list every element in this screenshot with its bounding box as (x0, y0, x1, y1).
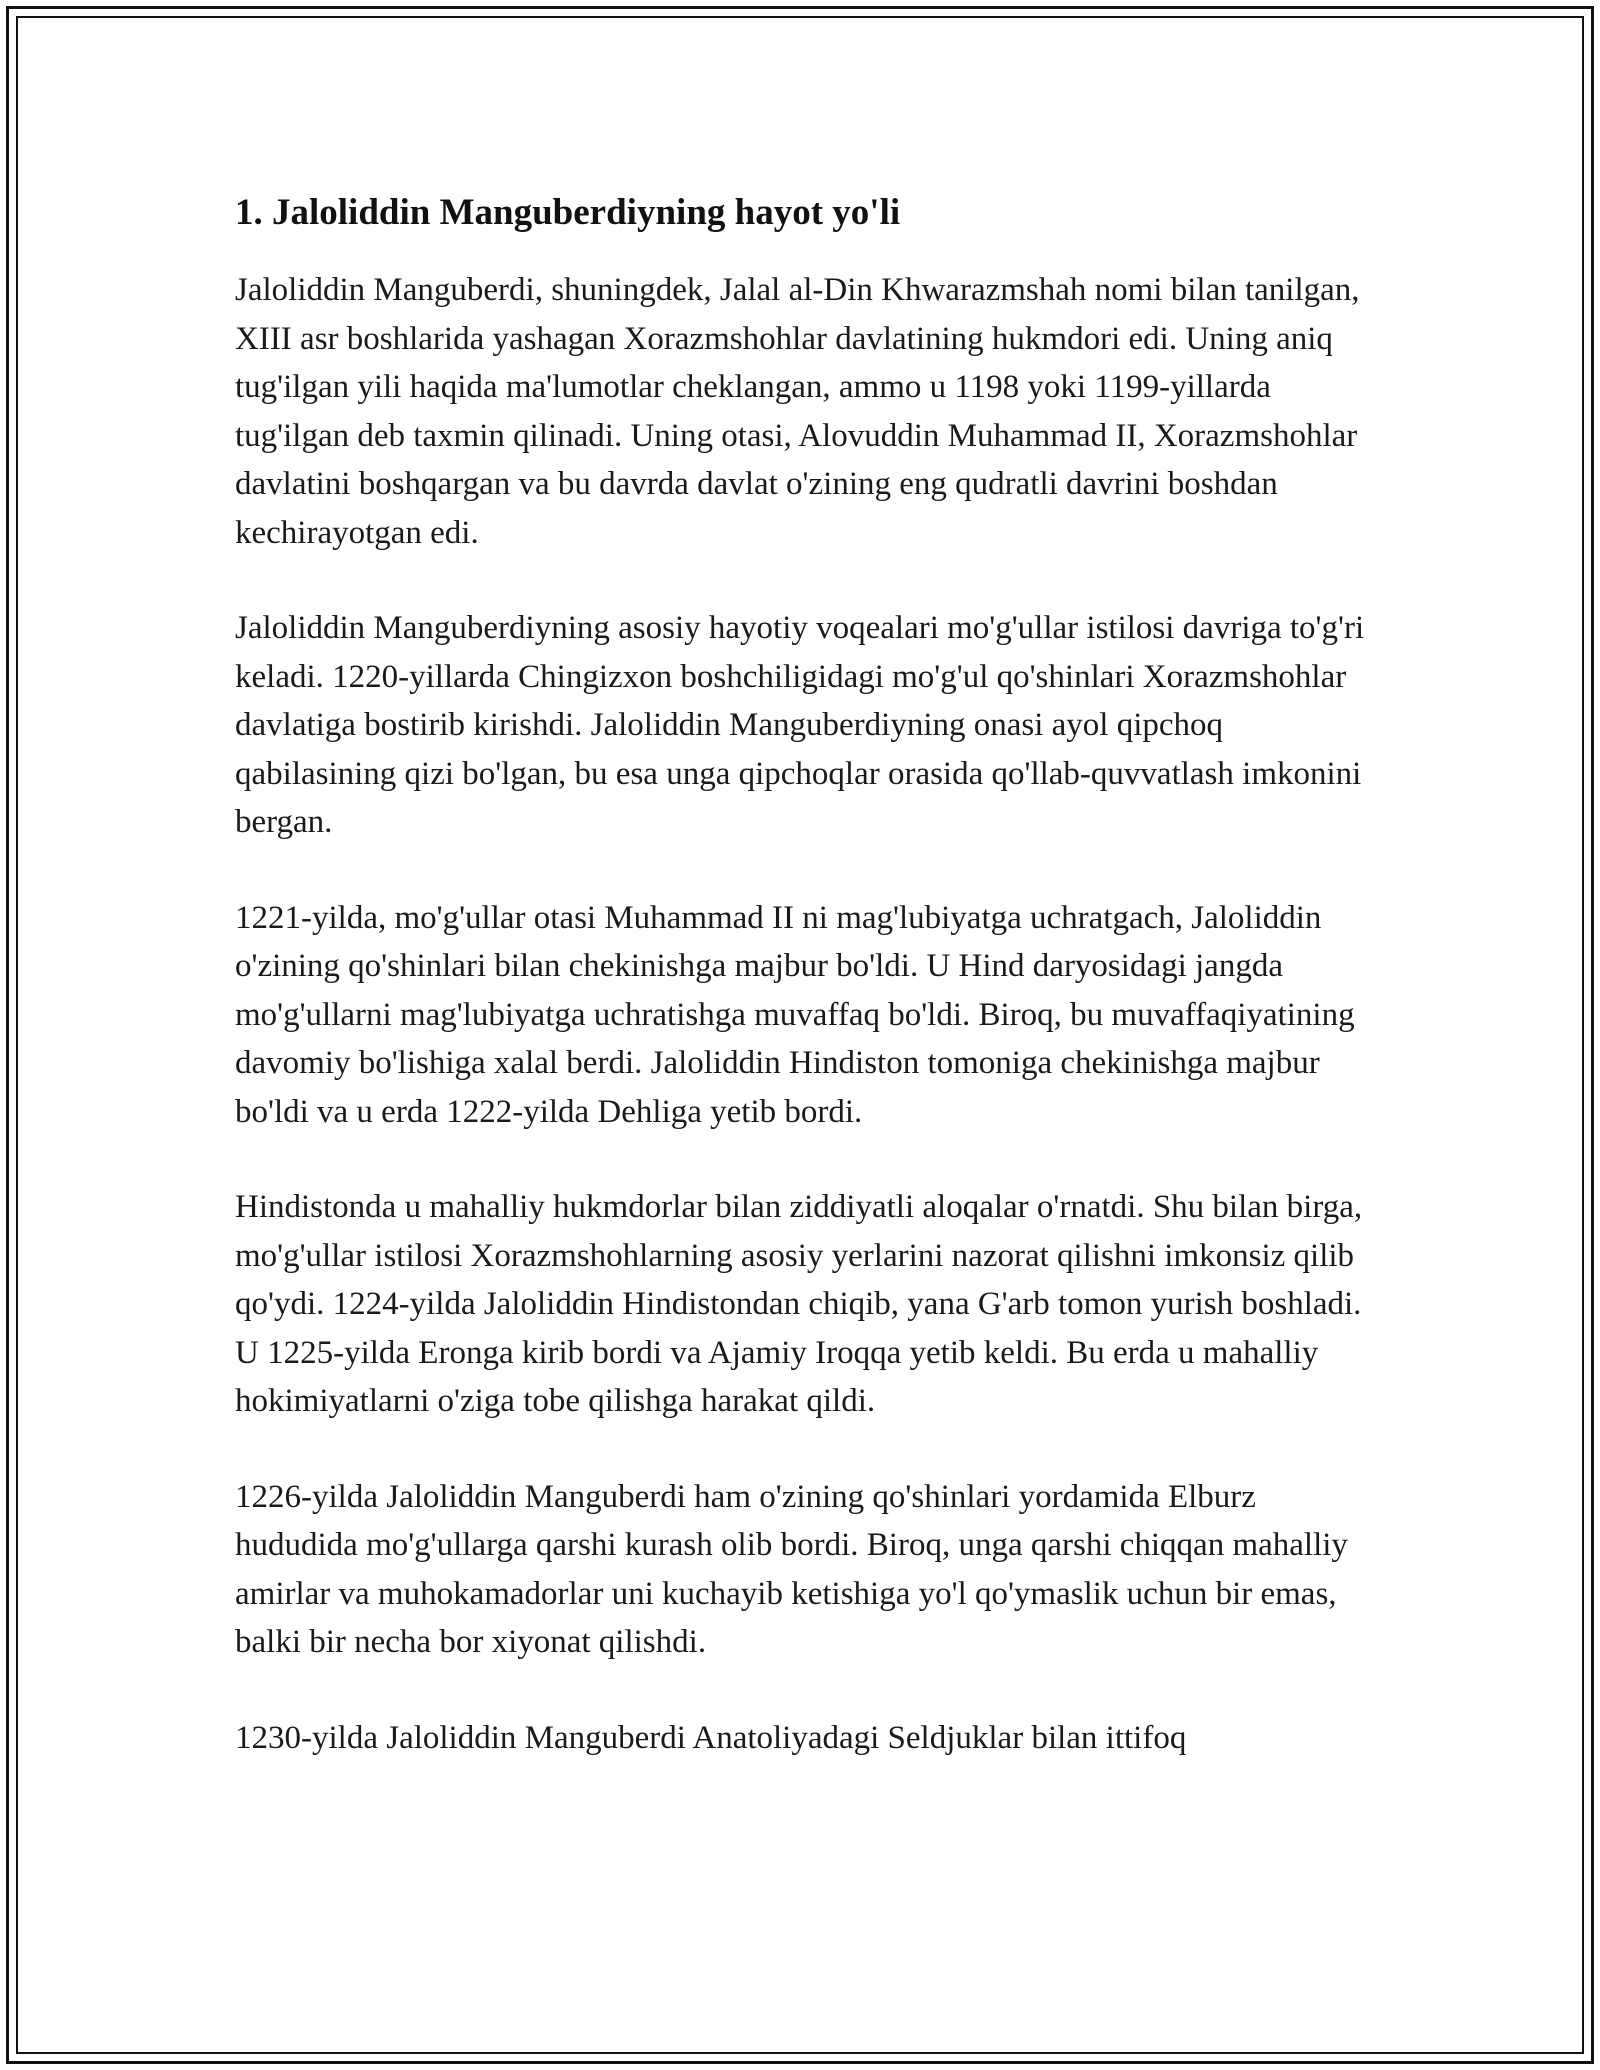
paragraph-5: 1226-yilda Jaloliddin Manguberdi ham o'zining qo'shinlari yordamida Elburz hududida mo'g'ullarga qarshi kurash olib bordi. Biroq, unga qarshi chiqqan mahalliy amirlar va muhokamadorlar uni kuchayib ketishiga yo'l qo'ymaslik uchun bir emas, balki bir necha bor xiyonat qilishdi. (235, 1478, 1348, 1660)
paragraph-1: Jaloliddin Manguberdi, shuningdek, Jalal al-Din Khwarazmshah nomi bilan tanilgan, XIII asr boshlarida yashagan Xorazmshohlar davlatining hukmdori edi. Uning aniq tug'ilgan yili haqida ma'lumotlar cheklangan, ammo u 1198 yoki 1199-yillarda tug'ilgan deb taxmin qilinadi. Uning otasi, Alovuddin Muhammad II, Xorazmshohlar davlatini boshqargan va bu davrda davlat o'zining eng qudratli davrini boshdan kechirayotgan edi. (235, 272, 1360, 551)
section-title: 1. Jaloliddin Manguberdiyning hayot yo'li (235, 192, 901, 233)
paragraph-4: Hindistonda u mahalliy hukmdorlar bilan ziddiyatli aloqalar o'rnatdi. Shu bilan birga, mo'g'ullar istilosi Xorazmshohlarning asosiy yerlarini nazorat qilishni imkonsiz qilib qo'ydi. 1224-yilda Jaloliddin Hindistondan chiqib, yana G'arb tomon yurish boshladi. U 1225-yilda Eronga kirib bordi va Ajamiy Iroqqa yetib keldi. Bu erda u mahalliy hokimiyatlarni o'ziga tobe qilishga harakat qildi. (235, 1189, 1363, 1419)
paragraph-2: Jaloliddin Manguberdiyning asosiy hayotiy voqealari mo'g'ullar istilosi davriga to'g'ri keladi. 1220-yillarda Chingizxon boshchiligidagi mo'g'ul qo'shinlari Xorazmshohlar davlatiga bostirib kirishdi. Jaloliddin Manguberdiyning onasi ayol qipchoq qabilasining qizi bo'lgan, bu esa unga qipchoqlar orasida qo'llab-quvvatlash imkonini bergan. (235, 610, 1365, 840)
paragraph-6: 1230-yilda Jaloliddin Manguberdi Anatoliyadagi Seldjuklar bilan ittifoq (235, 1719, 1187, 1756)
document-body (235, 186, 1375, 1762)
paragraph-3: 1221-yilda, mo'g'ullar otasi Muhammad II ni mag'lubiyatga uchratgach, Jaloliddin o'zining qo'shinlari bilan chekinishga majbur bo'ldi. U Hind daryosidagi jangda mo'g'ullarni mag'lubiyatga uchratishga muvaffaq bo'ldi. Biroq, bu muvaffaqiyatining davomiy bo'lishiga xalal berdi. Jaloliddin Hindiston tomoniga chekinishga majbur bo'ldi va u erda 1222-yilda Dehliga yetib bordi. (235, 899, 1355, 1130)
